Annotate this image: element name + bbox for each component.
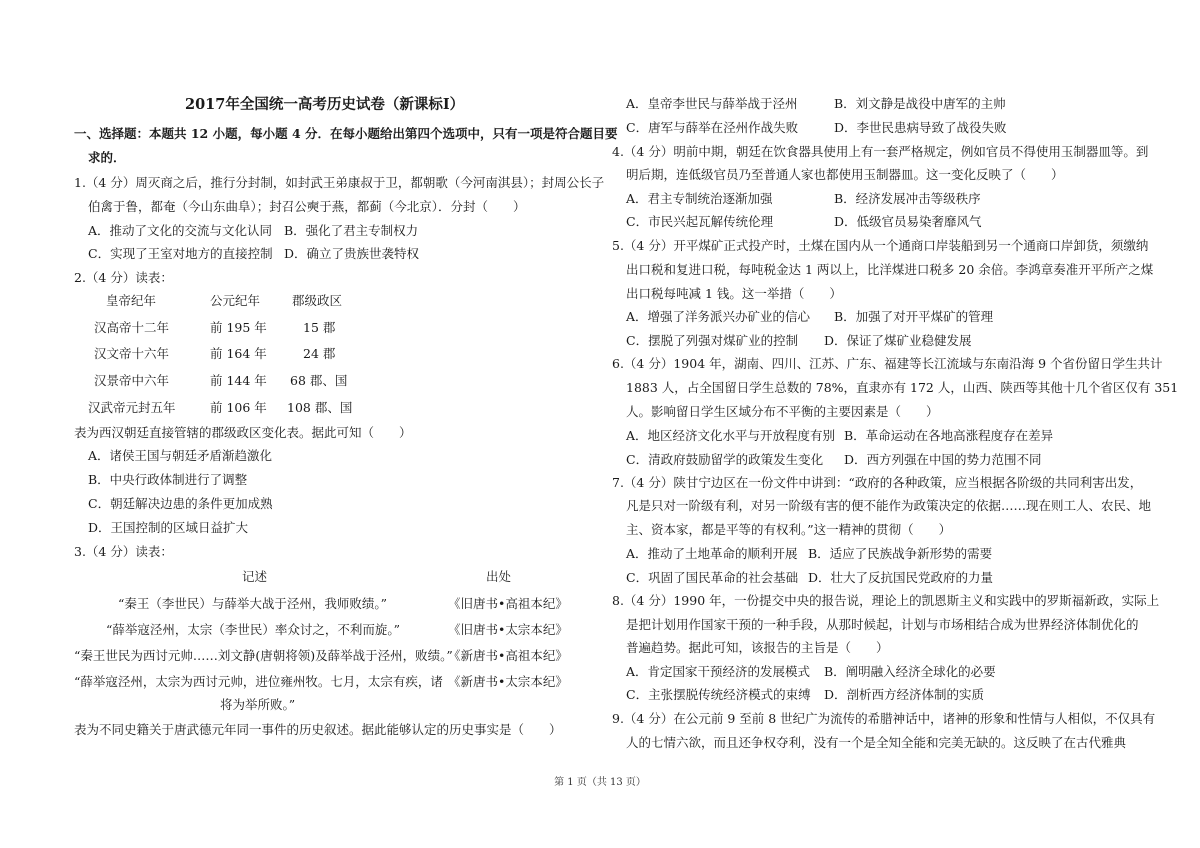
q2-header-commanderies: 郡级政区	[292, 293, 343, 308]
q7-option-d: D．壮大了反抗国民党政府的力量	[808, 570, 994, 585]
question-5-stem-cont-1: 出口税和复进口税，每吨税金达 1 两以上，比洋煤进口税多 20 余倍。李鸿章奏准开平所产之煤	[626, 262, 1154, 277]
q3-row-1-record: “秦王（李世民）与薛举大战于泾州，我师败绩。”	[118, 596, 388, 611]
question-4-stem-cont: 明后期，连低级官员乃至普通人家也都使用玉制器皿。这一变化反映了（ ）	[626, 167, 1064, 182]
q5-option-d: D．保证了煤矿业稳健发展	[824, 333, 972, 348]
q2-row-4-count: 108 郡、国	[287, 400, 353, 415]
q3-header-record: 记述	[242, 569, 268, 584]
q3-option-a: A．皇帝李世民与薛举战于泾州	[626, 96, 798, 111]
q3-row-4-source: 《新唐书•太宗本纪》	[448, 674, 568, 689]
question-7-stem-cont-2: 主、资本家，都是平等的有权利。”这一精神的贯彻（ ）	[626, 522, 952, 537]
q2-option-d: D．王国控制的区域日益扩大	[88, 520, 249, 535]
q2-header-ad-year: 公元纪年	[210, 293, 261, 308]
q2-row-3-count: 68 郡、国	[290, 373, 348, 388]
exam-title: 2017年全国统一高考历史试卷（新课标Ⅰ）	[185, 96, 465, 113]
q6-option-a: A．地区经济文化水平与开放程度有别	[626, 428, 836, 443]
question-8-stem-cont-2: 普遍趋势。据此可知，该报告的主旨是（ ）	[626, 640, 889, 655]
page-number-footer: 第 1 页（共 13 页）	[554, 777, 646, 788]
q2-option-b: B．中央行政体制进行了调整	[88, 472, 248, 487]
q1-option-c: C．实现了王室对地方的直接控制	[88, 246, 273, 261]
q2-row-1-year: 前 195 年	[210, 320, 267, 335]
question-5-stem: 5.（4 分）开平煤矿正式投产时，土煤在国内从一个通商口岸装船到另一个通商口岸卸货，须缴纳	[612, 238, 1149, 253]
q4-option-c: C．市民兴起瓦解传统伦理	[626, 214, 774, 229]
q2-row-1-count: 15 郡	[303, 320, 336, 335]
q6-option-b: B．革命运动在各地高涨程度存在差异	[844, 428, 1054, 443]
q3-row-4-record-cont: 将为举所败。”	[220, 697, 296, 712]
section-heading: 一、选择题：本题共 12 小题，每小题 4 分．在每小题给出第四个选项中，只有一项是符合题目要	[74, 126, 618, 141]
q8-option-a: A．肯定国家干预经济的发展模式	[626, 664, 811, 679]
q1-option-b: B．强化了君主专制权力	[284, 223, 419, 238]
q2-row-2-emperor: 汉文帝十六年	[94, 346, 170, 361]
question-9-stem-cont: 人的七情六欲，而且还争权夺利，没有一个是全知全能和完美无缺的。这反映了在古代雅典	[626, 735, 1127, 750]
q1-option-d: D．确立了贵族世袭特权	[284, 246, 420, 261]
q3-row-2-record: “薛举寇泾州，太宗（李世民）率众讨之，不利而旋。”	[106, 622, 401, 637]
q3-row-3-record: “秦王世民为西讨元帅……刘文静(唐朝将领)及薛举战于泾州，败绩。”	[74, 648, 453, 663]
q3-header-source: 出处	[486, 569, 512, 584]
q4-option-a: A．君主专制统治逐渐加强	[626, 191, 773, 206]
question-4-stem: 4.（4 分）明前中期，朝廷在饮食器具使用上有一套严格规定，例如官员不得使用玉制器皿等。到	[612, 144, 1149, 159]
q6-option-c: C．清政府鼓励留学的政策发生变化	[626, 452, 824, 467]
q4-option-d: D．低级官员易染奢靡风气	[834, 214, 982, 229]
q7-option-a: A．推动了土地革命的顺利开展	[626, 546, 798, 561]
q7-option-b: B．适应了民族战争新形势的需要	[808, 546, 993, 561]
question-6-stem: 6.（4 分）1904 年，湖南、四川、江苏、广东、福建等长江流域与东南沿海 9 个省份留日学生共计	[612, 356, 1163, 371]
q2-header-emperor-year: 皇帝纪年	[106, 293, 157, 308]
q7-option-c: C．巩固了国民革命的社会基础	[626, 570, 799, 585]
q2-row-4-emperor: 汉武帝元封五年	[88, 400, 176, 415]
question-6-stem-cont-2: 人。影响留日学生区域分布不平衡的主要因素是（ ）	[626, 404, 939, 419]
section-heading-cont: 求的．	[88, 150, 126, 165]
q2-option-c: C．朝廷解决边患的条件更加成熟	[88, 496, 273, 511]
q2-row-1-emperor: 汉高帝十二年	[94, 320, 170, 335]
q2-row-2-year: 前 164 年	[210, 346, 267, 361]
q3-row-3-source: 《新唐书•高祖本纪》	[448, 648, 568, 663]
q3-option-b: B．刘文静是战役中唐军的主帅	[834, 96, 1006, 111]
question-1-stem-cont: 伯禽于鲁，都奄（今山东曲阜）；封召公奭于燕，都蓟（今北京）．分封（ ）	[88, 199, 526, 214]
q5-option-a: A．增强了洋务派兴办矿业的信心	[626, 309, 811, 324]
q2-row-3-emperor: 汉景帝中六年	[94, 373, 170, 388]
question-8-stem: 8.（4 分）1990 年，一份提交中央的报告说，理论上的凯恩斯主义和实践中的罗斯福新政，实际上	[612, 593, 1160, 608]
question-7-stem: 7.（4 分）陕甘宁边区在一份文件中讲到：“政府的各种政策，应当根据各阶级的共同利害出发，	[612, 475, 1143, 490]
question-2-stem: 2.（4 分）读表：	[74, 270, 173, 285]
q8-option-c: C．主张摆脱传统经济模式的束缚	[626, 687, 811, 702]
question-5-stem-cont-2: 出口税每吨减 1 钱。这一举措（ ）	[626, 286, 842, 301]
question-6-stem-cont-1: 1883 人，占全国留日学生总数的 78%，直隶亦有 172 人，山西、陕西等其他十几个省区仅有 351	[626, 380, 1179, 395]
q5-option-b: B．加强了对开平煤矿的管理	[834, 309, 994, 324]
q8-option-b: B．阐明融入经济全球化的必要	[824, 664, 996, 679]
question-2-question: 表为西汉朝廷直接管辖的郡级政区变化表。据此可知（ ）	[74, 425, 412, 440]
question-7-stem-cont-1: 凡是只对一阶级有利，对另一阶级有害的便不能作为政策决定的依据……现在则工人、农民、地	[626, 498, 1152, 513]
question-8-stem-cont-1: 是把计划用作国家干预的一种手段，从那时候起，计划与市场相结合成为世界经济体制优化的	[626, 617, 1139, 632]
q2-option-a: A．诸侯王国与朝廷矛盾渐趋激化	[88, 448, 273, 463]
q1-option-a: A．推动了文化的交流与文化认同	[88, 223, 273, 238]
question-3-question: 表为不同史籍关于唐武德元年同一事件的历史叙述。据此能够认定的历史事实是（ ）	[74, 722, 562, 737]
q3-row-2-source: 《旧唐书•太宗本纪》	[448, 622, 568, 637]
question-3-stem: 3.（4 分）读表：	[74, 544, 173, 559]
q2-row-2-count: 24 郡	[303, 346, 336, 361]
q3-option-c: C．唐军与薛举在泾州作战失败	[626, 120, 799, 135]
question-1-stem: 1.（4 分）周灭商之后，推行分封制，如封武王弟康叔于卫，都朝歌（今河南淇县）；封周公长子	[74, 175, 605, 190]
q4-option-b: B．经济发展冲击等级秩序	[834, 191, 981, 206]
q3-row-1-source: 《旧唐书•高祖本纪》	[448, 596, 568, 611]
q3-row-4-record: “薛举寇泾州，太宗为西讨元帅，进位雍州牧。七月，太宗有疾，诸	[74, 674, 443, 689]
q2-row-3-year: 前 144 年	[210, 373, 267, 388]
q2-row-4-year: 前 106 年	[210, 400, 267, 415]
q8-option-d: D．剖析西方经济体制的实质	[824, 687, 985, 702]
q6-option-d: D．西方列强在中国的势力范围不同	[844, 452, 1042, 467]
question-9-stem: 9.（4 分）在公元前 9 至前 8 世纪广为流传的希腊神话中，诸神的形象和性情与人相似，不仅具有	[612, 711, 1156, 726]
q5-option-c: C．摆脱了列强对煤矿业的控制	[626, 333, 799, 348]
q3-option-d: D．李世民患病导致了战役失败	[834, 120, 1007, 135]
